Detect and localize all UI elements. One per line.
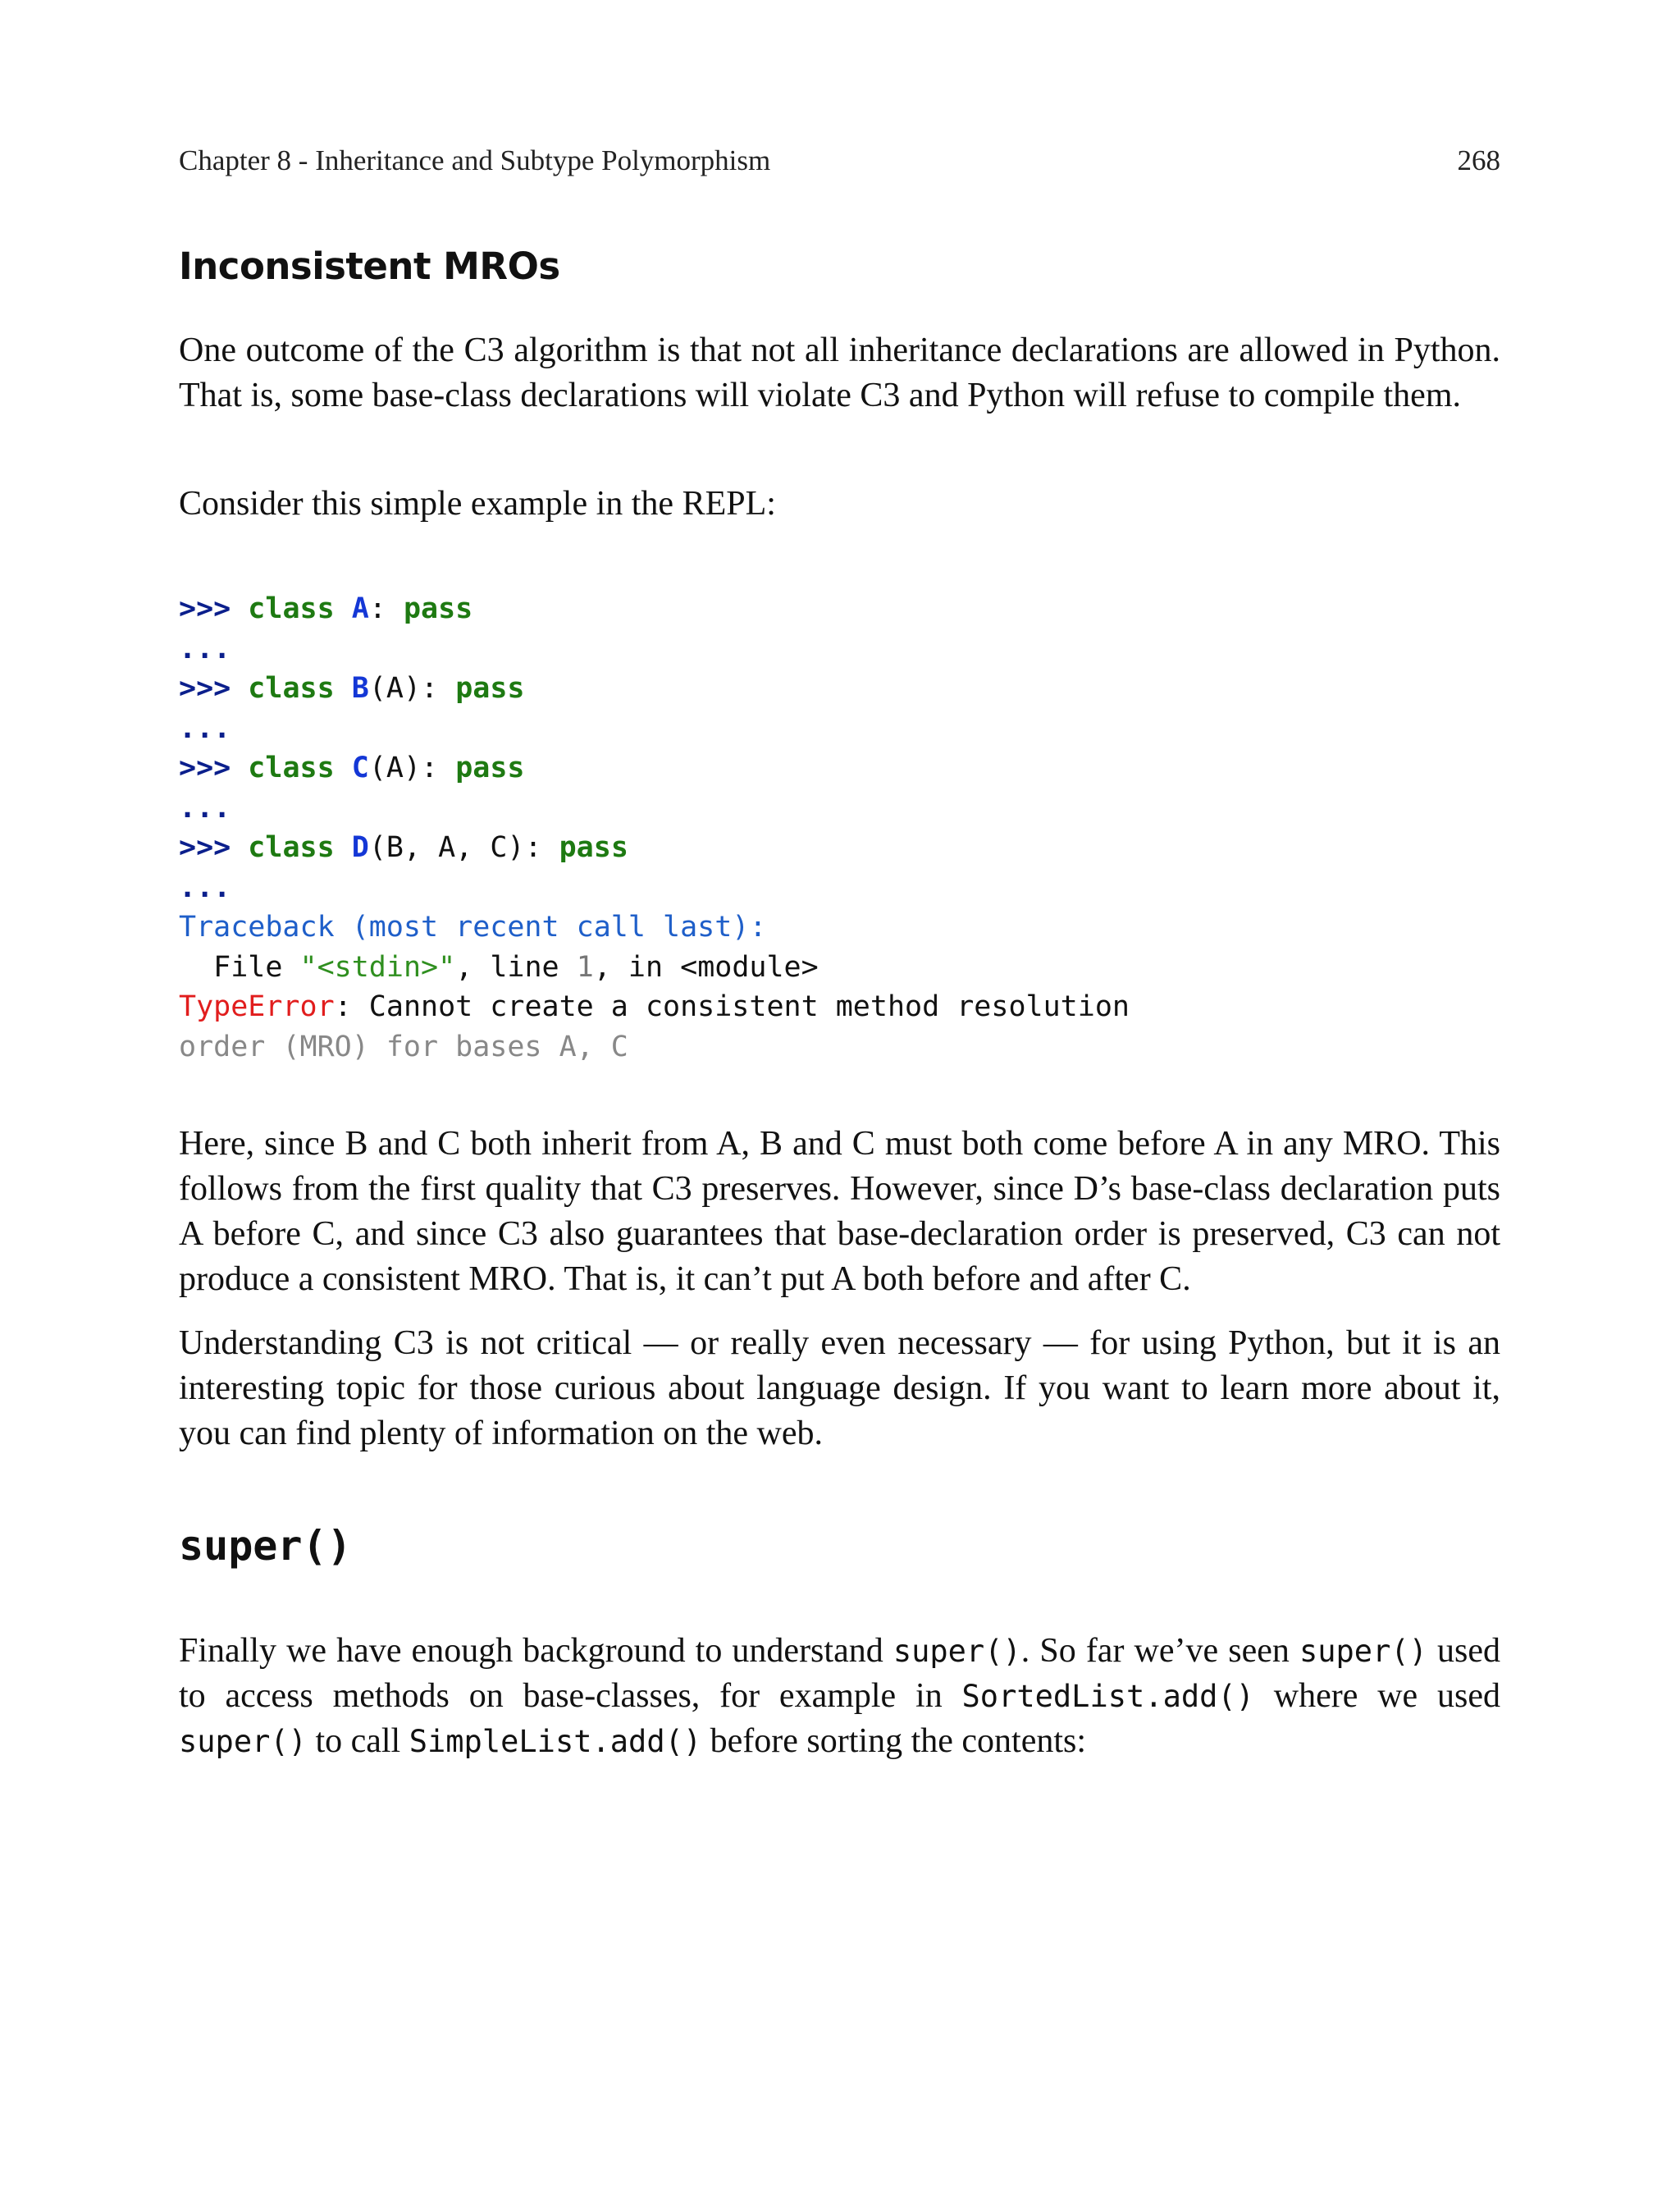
error-line: TypeError: Cannot create a consistent method resolution: [179, 990, 1130, 1023]
section-heading-inconsistent-mros: Inconsistent MROs: [179, 245, 560, 288]
code-line: ...: [179, 711, 231, 745]
traceback-line: Traceback (most recent call last):: [179, 911, 767, 944]
super-intro-paragraph: Finally we have enough background to understand super(). So far we’ve seen super() used to access methods on base-classes, for example in SortedList.add() where we used super() to call SimpleList.add() before sorting the contents:: [179, 1632, 1500, 1760]
running-header: [179, 144, 1500, 185]
code-line: ...: [179, 632, 231, 665]
code-line: >>> class D(B, A, C): pass: [179, 831, 628, 864]
error-continuation-line: order (MRO) for bases A, C: [179, 1030, 628, 1063]
section-heading-super: super(): [179, 1522, 352, 1570]
page-number: 268: [1457, 144, 1500, 176]
code-line: >>> class C(A): pass: [179, 752, 525, 784]
inline-code: SimpleList.add(): [409, 1724, 702, 1759]
traceback-file-line: File "<stdin>", line 1, in <module>: [179, 950, 819, 984]
c3-summary-paragraph: Understanding C3 is not critical — or really even necessary — for using Python, but it is an interesting topic for those curious about language design. If you want to learn more about it, you can find plenty of information on the web.: [179, 1324, 1500, 1452]
explanation-paragraph: Here, since B and C both inherit from A, B and C must both come before A in any MRO. This follows from the first quality that C3 preserves. However, since D’s base-class declaration puts A before C, and since C3 also guarantees that base-declaration order is preserved, C3 can not produce a consistent MRO. That is, it can’t put A both before and after C.: [179, 1125, 1500, 1298]
inline-code: SortedList.add(): [961, 1679, 1254, 1714]
code-line: ...: [179, 871, 231, 904]
code-line: >>> class A: pass: [179, 592, 473, 625]
intro-paragraph: One outcome of the C3 algorithm is that not all inheritance declarations are allowed in Python. That is, some base-class declarations will violate C3 and Python will refuse to compile them.: [179, 331, 1500, 414]
chapter-title: Chapter 8 - Inheritance and Subtype Polymorphism: [179, 144, 771, 176]
code-line: ...: [179, 791, 231, 825]
inline-code: super(): [892, 1634, 1021, 1669]
book-page: [179, 0, 1500, 2185]
inline-code: super(): [1299, 1634, 1427, 1669]
code-line: >>> class B(A): pass: [179, 672, 525, 705]
inline-code: super(): [179, 1724, 307, 1759]
repl-intro-paragraph: Consider this simple example in the REPL:: [179, 485, 776, 523]
repl-code-block: [179, 589, 1130, 1067]
